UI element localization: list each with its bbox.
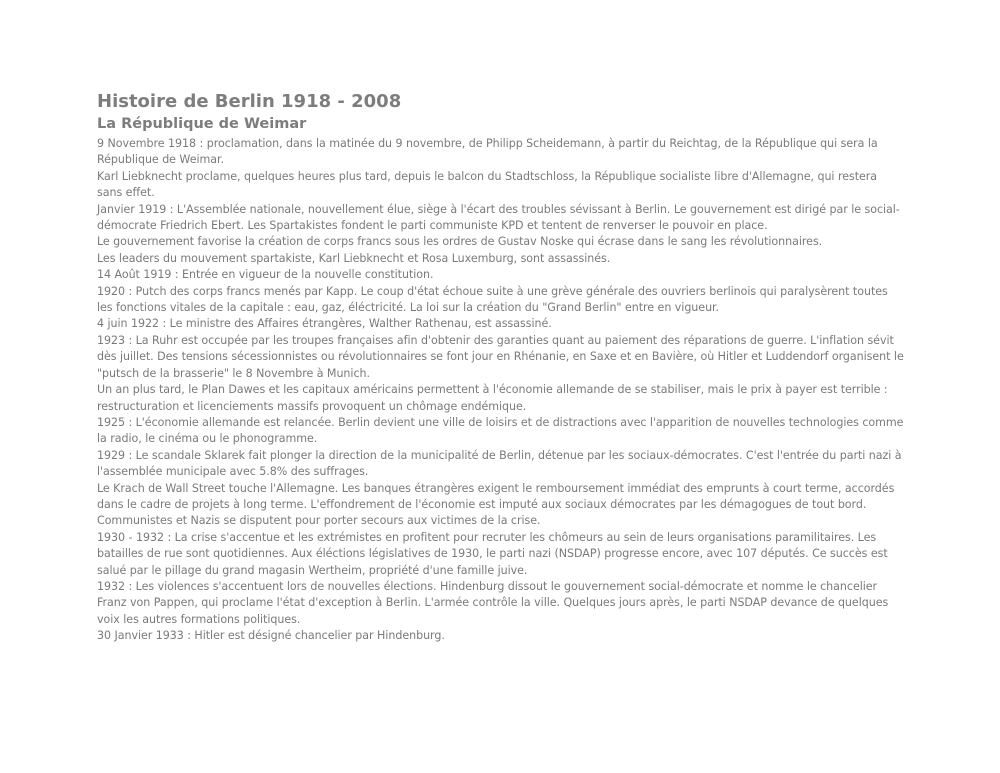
paragraph: 4 juin 1922 : Le ministre des Affaires étrangères, Walther Rathenau, est assassiné. [97,317,552,331]
paragraph: Janvier 1919 : L'Assemblée nationale, nouvellement élue, siège à l'écart des troubles sévissant à Berlin. Le gouvernement est dirigé par le social-démocrate Friedrich Ebert. Les Spartakistes fondent le parti communiste KPD et tentent de renverser le pouvoir en place. [97,202,900,233]
paragraph: Les leaders du mouvement spartakiste, Karl Liebknecht et Rosa Luxemburg, sont assassinés. [97,251,611,265]
paragraph: 9 Novembre 1918 : proclamation, dans la matinée du 9 novembre, de Philipp Scheidemann, à partir du Reichtag, de la République qui sera la République de Weimar. [97,137,878,167]
paragraph: 1920 : Putch des corps francs menés par Kapp. Le coup d'état échoue suite à une grève générale des ouvriers berlinois qui paralysèrent toutes les fonctions vitales de la capitale : eau, gaz, éléctricité. La loi sur la création du "Grand Berlin" entre en vigueur. [97,284,888,315]
page-title: Histoire de Berlin 1918 - 2008 [97,91,402,112]
paragraph: 1932 : Les violences s'accentuent lors de nouvelles élections. Hindenburg dissout le gouvernement social-démocrate et nomme le chancelier Franz von Pappen, qui proclame l'état d'exception à Berlin. L'armée contrôle la ville. Quelques jours après, le parti NSDAP devance de quelques voix les autres formations politiques. [97,579,889,626]
paragraph: Le gouvernement favorise la création de corps francs sous les ordres de Gustav Noske qui écrase dans le sang les révolutionnaires. [97,235,823,249]
paragraph: 1925 : L'économie allemande est relancée. Berlin devient une ville de loisirs et de distractions avec l'apparition de nouvelles technologies comme la radio, le cinéma ou le phonogramme. [97,415,904,446]
paragraph: 1929 : Le scandale Sklarek fait plonger la direction de la municipalité de Berlin, détenue par les sociaux-démocrates. C'est l'entrée du parti nazi à l'assemblée municipale avec 5.8% des suffrages. [97,448,902,479]
paragraph: 14 Août 1919 : Entrée en vigueur de la nouvelle constitution. [97,268,434,282]
paragraph: Karl Liebknecht proclame, quelques heures plus tard, depuis le balcon du Stadtschloss, la République socialiste libre d'Allemagne, qui restera sans effet. [97,169,878,200]
paragraph: Le Krach de Wall Street touche l'Allemagne. Les banques étrangères exigent le remboursement immédiat des emprunts à court terme, accordés dans le cadre de projets à long terme. L'effondrement de l'économie est imputé aux sociaux démocrates par les démagogues de tout bord. Communistes et Nazis se disputent pour porter secours aux victimes de la crise. [97,481,895,528]
document-page [97,90,905,645]
paragraph: Un an plus tard, le Plan Dawes et les capitaux américains permettent à l'économie allemande de se stabiliser, mais le prix à payer est terrible : restructuration et licenciements massifs provoquent un chômage endémique. [97,383,888,413]
paragraph: 1930 - 1932 : La crise s'accentue et les extrémistes en profitent pour recruter les chômeurs au sein de leurs organisations paramilitaires. Les batailles de rue sont quotidiennes. Aux éléctions législatives de 1930, le parti nazi (NSDAP) progresse encore, avec 107 députés. Ce succès est salué par le pillage du grand magasin Wertheim, propriété d'une famille juive. [97,530,888,577]
paragraph: 30 Janvier 1933 : Hitler est désigné chancelier par Hindenburg. [97,629,445,643]
section-subtitle: La République de Weimar [97,116,307,132]
paragraph-list [97,136,905,645]
paragraph: 1923 : La Ruhr est occupée par les troupes françaises afin d'obtenir des garanties quant au paiement des réparations de guerre. L'inflation sévit dès juillet. Des tensions sécessionnistes ou révolutionnaires se font jour en Rhénanie, en Saxe et en Bavière, où Hitler et Luddendorf organisent le "putsch de la brasserie" le 8 Novembre à Munich. [97,333,904,380]
